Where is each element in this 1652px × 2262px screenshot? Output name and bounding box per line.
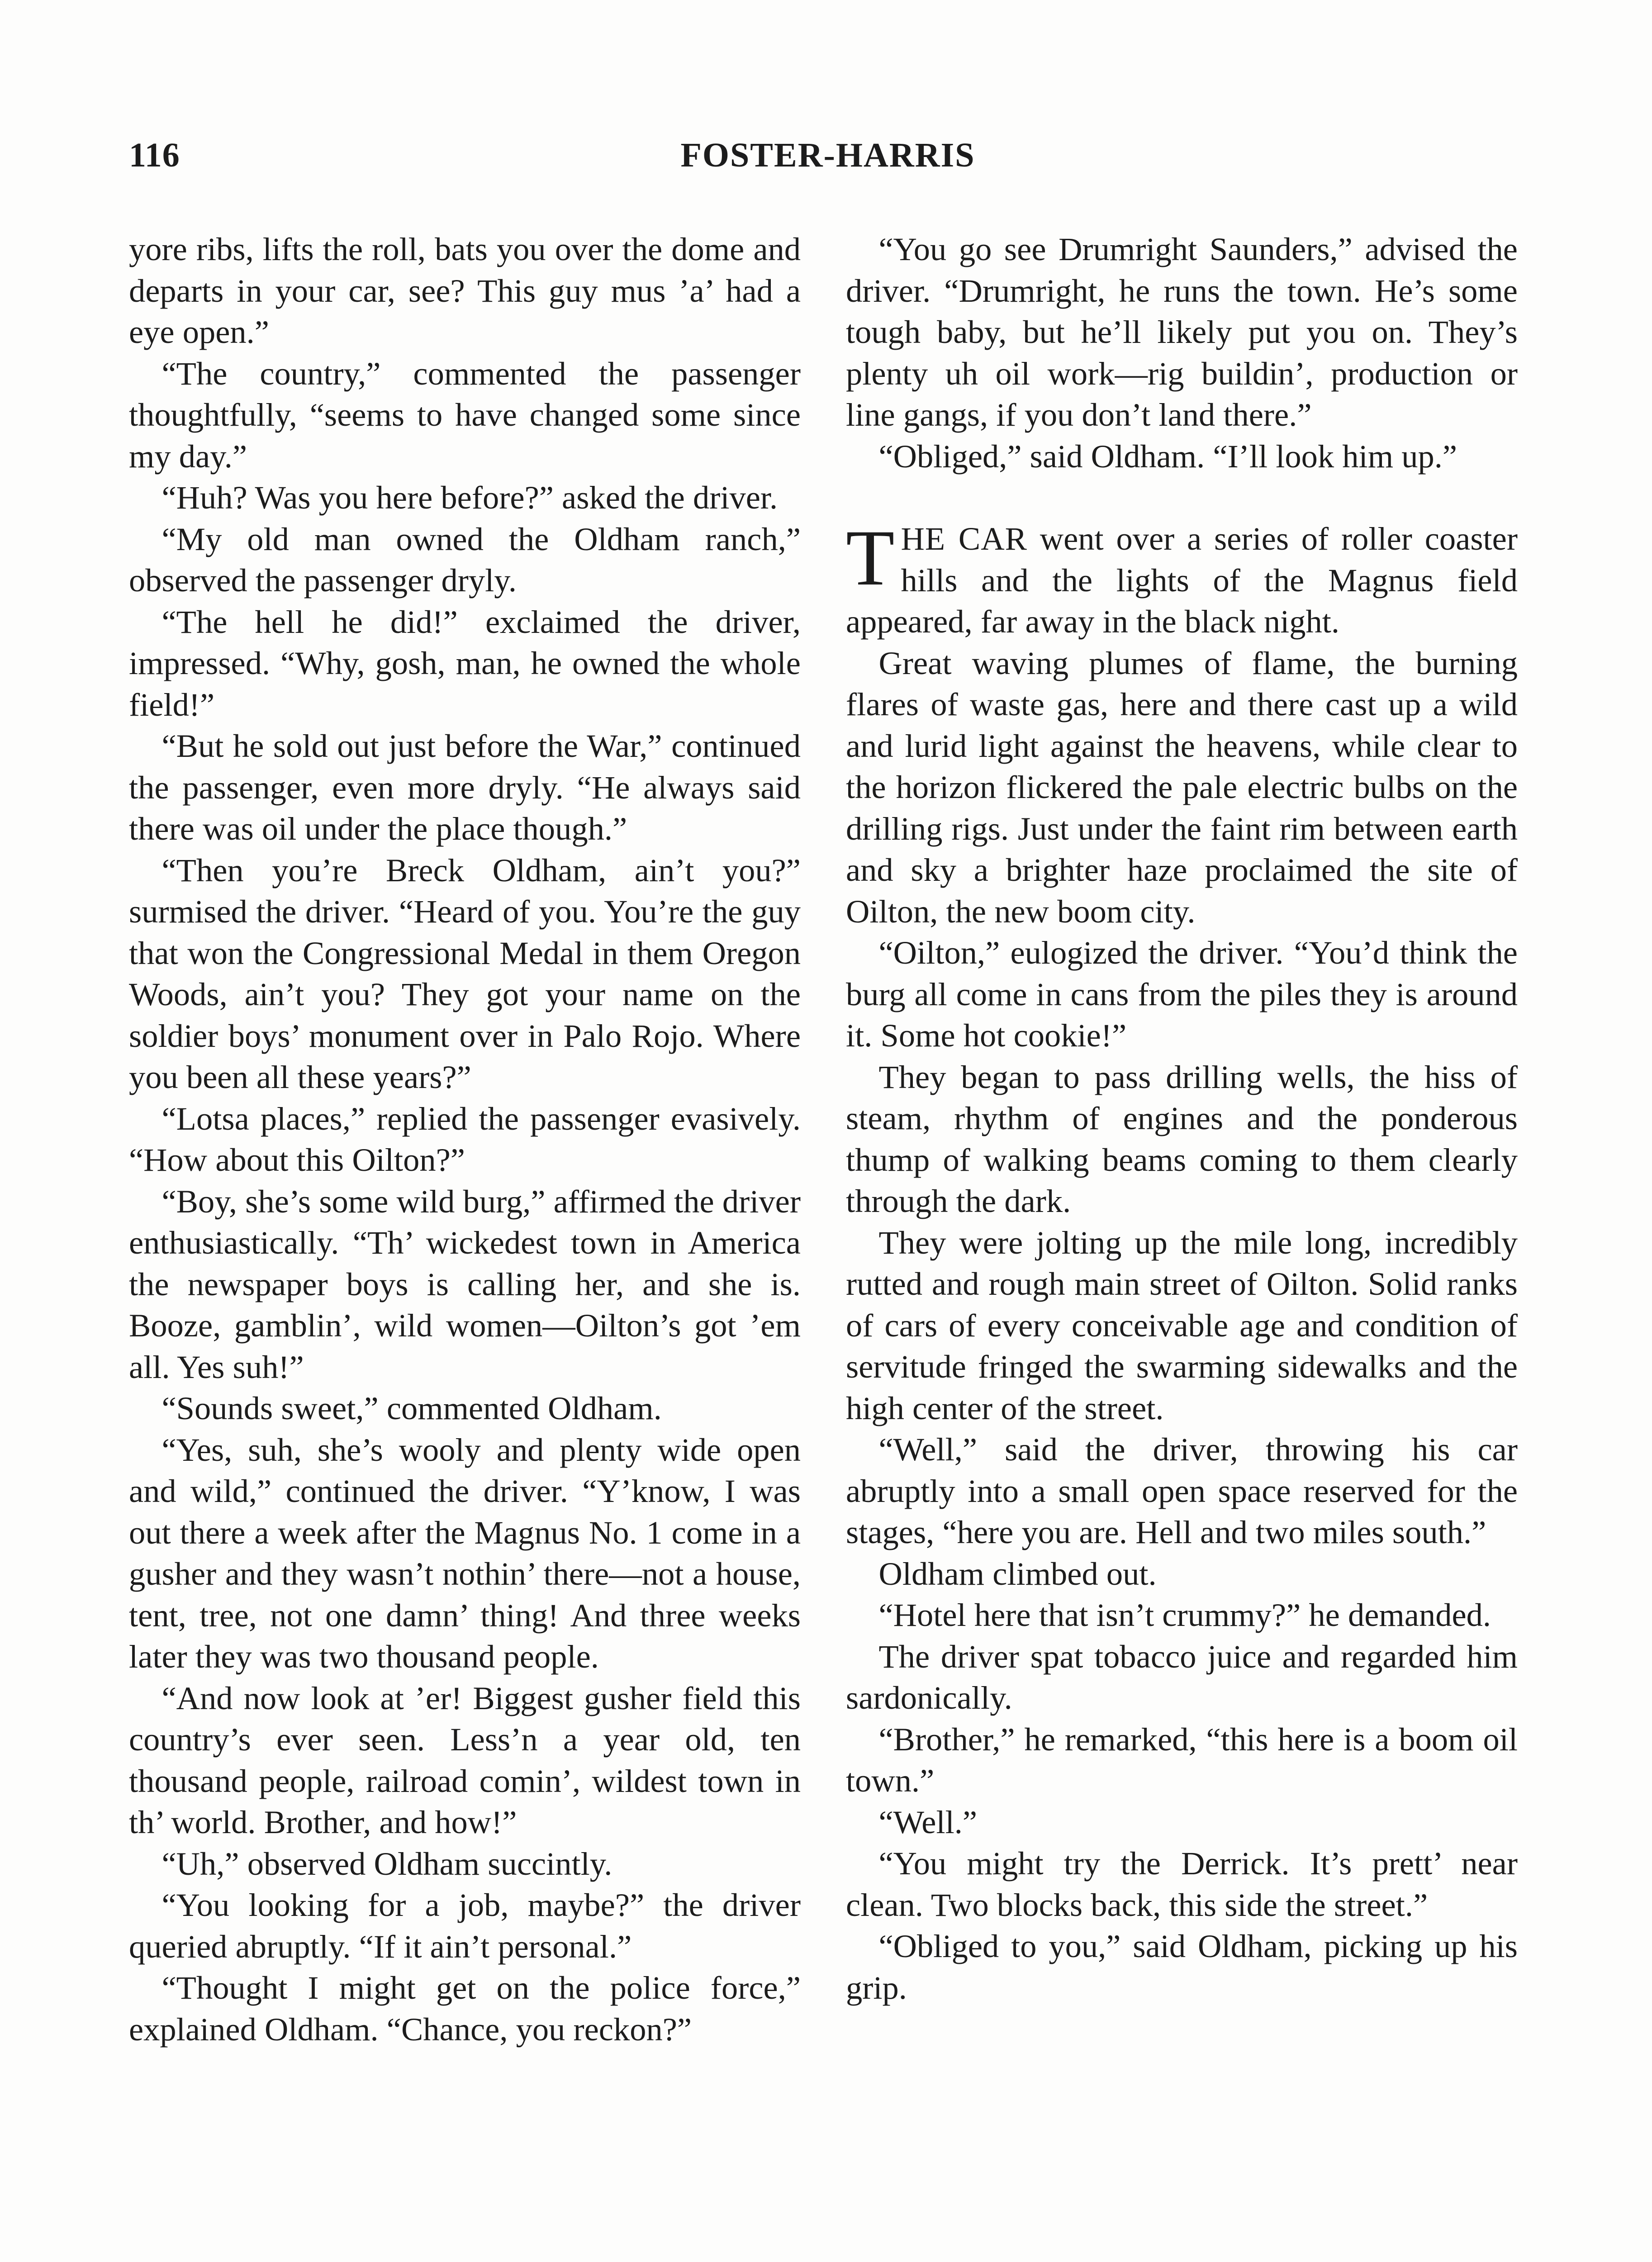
right-column <box>846 228 1518 2008</box>
page-header <box>129 136 1527 185</box>
paragraph: They were jolting up the mile long, incredibly rutted and rough main street of Oilton. Solid ranks of cars of every conceivable age and condition of servitude fringed the swarming sidewalks and the high center of the street. <box>846 1224 1518 1426</box>
paragraph: “Yes, suh, she’s wooly and plenty wide open and wild,” continued the driver. “Y’know, I was out there a week after the Magnus No. 1 come in a gusher and they wasn’t nothin’ there—not a house, tent, tree, not one damn’ thing! And three weeks later they was two thousand people. <box>129 1431 801 1675</box>
paragraph: “Then you’re Breck Oldham, ain’t you?” surmised the driver. “Heard of you. You’re the guy that won the Congressional Medal in them Oregon Woods, ain’t you? They got your name on the soldier boys’ monument over in Palo Rojo. Where you been all these years?” <box>129 851 801 1095</box>
running-head: FOSTER-HARRIS <box>680 136 975 174</box>
paragraph: “But he sold out just before the War,” continued the passenger, even more dryly. “He always said there was oil under the place though.” <box>129 727 801 847</box>
paragraph: “You might try the Derrick. It’s prett’ near clean. Two blocks back, this side the street.” <box>846 1845 1518 1923</box>
lead-text: went over a series of roller coaster hills and the lights of the Magnus field appeared, far away in the black night. <box>846 520 1518 640</box>
paragraph: “Thought I might get on the police force,” explained Oldham. “Chance, you reckon?” <box>129 1969 801 2048</box>
paragraph: “My old man owned the Oldham ranch,” observed the passenger dryly. <box>129 520 801 599</box>
paragraph: They began to pass drilling wells, the hiss of steam, rhythm of engines and the ponderous thump of walking beams coming to them clearly through the dark. <box>846 1058 1518 1219</box>
paragraph: “Well.” <box>878 1803 978 1840</box>
paragraph: “Oilton,” eulogized the driver. “You’d think the burg all come in cans from the piles they is around it. Some hot cookie!” <box>846 934 1518 1054</box>
paragraph: “Brother,” he remarked, “this here is a boom oil town.” <box>846 1720 1518 1799</box>
paragraph: Great waving plumes of flame, the burning flares of waste gas, here and there cast up a wild and lurid light against the heavens, while clear to the horizon flickered the pale electric bulbs on the drilling rigs. Just under the faint rim between earth and sky a brighter haze proclaimed the site of Oilton, the new boom city. <box>846 644 1518 930</box>
section-break <box>846 477 1518 518</box>
paragraph: “The hell he did!” exclaimed the driver, impressed. “Why, gosh, man, he owned the whole field!” <box>129 603 801 723</box>
drop-cap: T <box>846 514 895 602</box>
paragraph: “Boy, she’s some wild burg,” affirmed the driver enthusiastically. “Th’ wickedest town in America the newspaper boys is calling her, and she is. Booze, gamblin’, wild women—Oilton’s got ’em all. Yes suh!” <box>129 1183 801 1385</box>
paragraph: “Obliged to you,” said Oldham, picking up his grip. <box>846 1928 1518 2006</box>
paragraph: “And now look at ’er! Biggest gusher field this country’s ever seen. Less’n a year old, ten thousand people, railroad comin’, wildest town in th’ world. Brother, and how!” <box>129 1679 801 1840</box>
paragraph: “Sounds sweet,” commented Oldham. <box>161 1390 662 1426</box>
lead-caps: HE CAR <box>901 520 1027 557</box>
paragraph: “Uh,” observed Oldham succintly. <box>161 1845 612 1882</box>
paragraph: Oldham climbed out. <box>878 1555 1157 1592</box>
left-column <box>129 228 801 2050</box>
paragraph: “Huh? Was you here before?” asked the driver. <box>161 479 778 516</box>
paragraph: “You looking for a job, maybe?” the driver queried abruptly. “If it ain’t personal.” <box>129 1887 801 1965</box>
paragraph: The driver spat tobacco juice and regarded him sardonically. <box>846 1638 1518 1716</box>
paragraph: “Lotsa places,” replied the passenger evasively. “How about this Oilton?” <box>129 1100 801 1178</box>
paragraph: “You go see Drumright Saunders,” advised the driver. “Drumright, he runs the town. He’s some tough baby, but he’ll likely put you on. They’s plenty uh oil work—rig buildin’, production or line gangs, if you don’t land there.” <box>846 231 1518 433</box>
paragraph: yore ribs, lifts the roll, bats you over the dome and departs in your car, see? This guy mus ’a’ had a eye open.” <box>129 231 801 350</box>
paragraph: “The country,” commented the passenger thoughtfully, “seems to have changed some since my day.” <box>129 355 801 475</box>
paragraph: “Hotel here that isn’t crummy?” he demanded. <box>878 1597 1491 1633</box>
page-number: 116 <box>129 136 180 174</box>
section-opening-paragraph <box>846 514 1518 642</box>
paragraph: “Obliged,” said Oldham. “I’ll look him up.” <box>878 437 1457 475</box>
paragraph: “Well,” said the driver, throwing his car abruptly into a small open space reserved for the stages, “here you are. Hell and two miles south.” <box>846 1431 1518 1550</box>
